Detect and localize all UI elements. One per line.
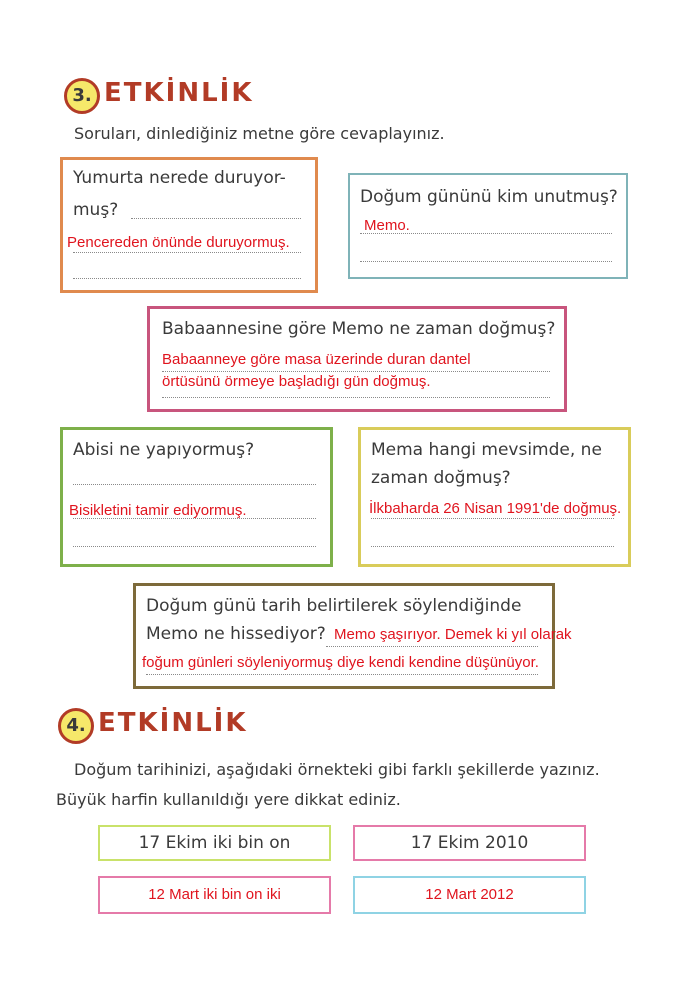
activity-4-title: ETKİNLİK (98, 708, 248, 738)
answer-line (371, 518, 614, 519)
answer-line (131, 218, 301, 219)
question-text: Memo ne hissediyor? (146, 624, 326, 644)
answer-line (162, 397, 550, 398)
answer-line (73, 278, 301, 279)
answer-line (162, 371, 550, 372)
question-box-born-when (147, 306, 567, 412)
activity-4-instruction: Doğum tarihinizi, aşağıdaki örnekteki gibi farklı şekillerde yazınız. (74, 760, 600, 779)
answer-line (146, 674, 538, 675)
answer-line (371, 546, 614, 547)
answer-text: Bisikletini tamir ediyormuş. (69, 502, 247, 519)
question-box-forgot-birthday (348, 173, 628, 279)
answer-date-numeric (353, 876, 586, 914)
example-date-words (98, 825, 331, 861)
question-text: Babaannesine göre Memo ne zaman doğmuş? (162, 319, 556, 339)
date-text: 17 Ekim 2010 (410, 833, 529, 853)
answer-text: Memo. (364, 217, 410, 234)
question-text: Doğum gününü kim unutmuş? (360, 187, 618, 207)
answer-line (73, 546, 316, 547)
question-text: zaman doğmuş? (371, 468, 511, 488)
question-text: muş? (73, 200, 119, 220)
question-text: Mema hangi mevsimde, ne (371, 440, 602, 460)
answer-line (73, 518, 316, 519)
question-text: Abisi ne yapıyormuş? (73, 440, 255, 460)
answer-text: İlkbaharda 26 Nisan 1991'de doğmuş. (369, 500, 622, 517)
activity-3-instruction: Soruları, dinlediğiniz metne göre cevaplayınız. (74, 124, 445, 143)
answer-text: foğum günleri söyleniyormuş diye kendi kendine düşünüyor. (142, 654, 539, 671)
answer-line (326, 646, 538, 647)
answer-text: 12 Mart 2012 (425, 886, 514, 903)
activity-4-instruction: Büyük harfin kullanıldığı yere dikkat ediniz. (56, 790, 401, 809)
question-box-brother (60, 427, 333, 567)
answer-line (73, 252, 301, 253)
question-text: Doğum günü tarih belirtilerek söylendiğinde (146, 596, 522, 616)
question-box-egg (60, 157, 318, 293)
answer-text: 12 Mart iki bin on iki (148, 886, 281, 903)
activity-4-number: 4. (58, 708, 94, 744)
answer-text: Pencereden önünde duruyormuş. (67, 234, 290, 251)
answer-text: Babaanneye göre masa üzerinde duran dantel (162, 351, 471, 368)
answer-date-words (98, 876, 331, 914)
activity-3-number: 3. (64, 78, 100, 114)
activity-3-title: ETKİNLİK (104, 78, 254, 108)
answer-line (360, 233, 612, 234)
answer-line (73, 484, 316, 485)
question-text: Yumurta nerede duruyor- (73, 168, 286, 188)
answer-text: Memo şaşırıyor. Demek ki yıl olarak (334, 626, 572, 643)
answer-line (360, 261, 612, 262)
question-box-season (358, 427, 631, 567)
answer-text: örtüsünü örmeye başladığı gün doğmuş. (162, 373, 431, 390)
date-text: 17 Ekim iki bin on (138, 833, 291, 853)
question-box-feeling (133, 583, 572, 689)
example-date-numeric (353, 825, 586, 861)
